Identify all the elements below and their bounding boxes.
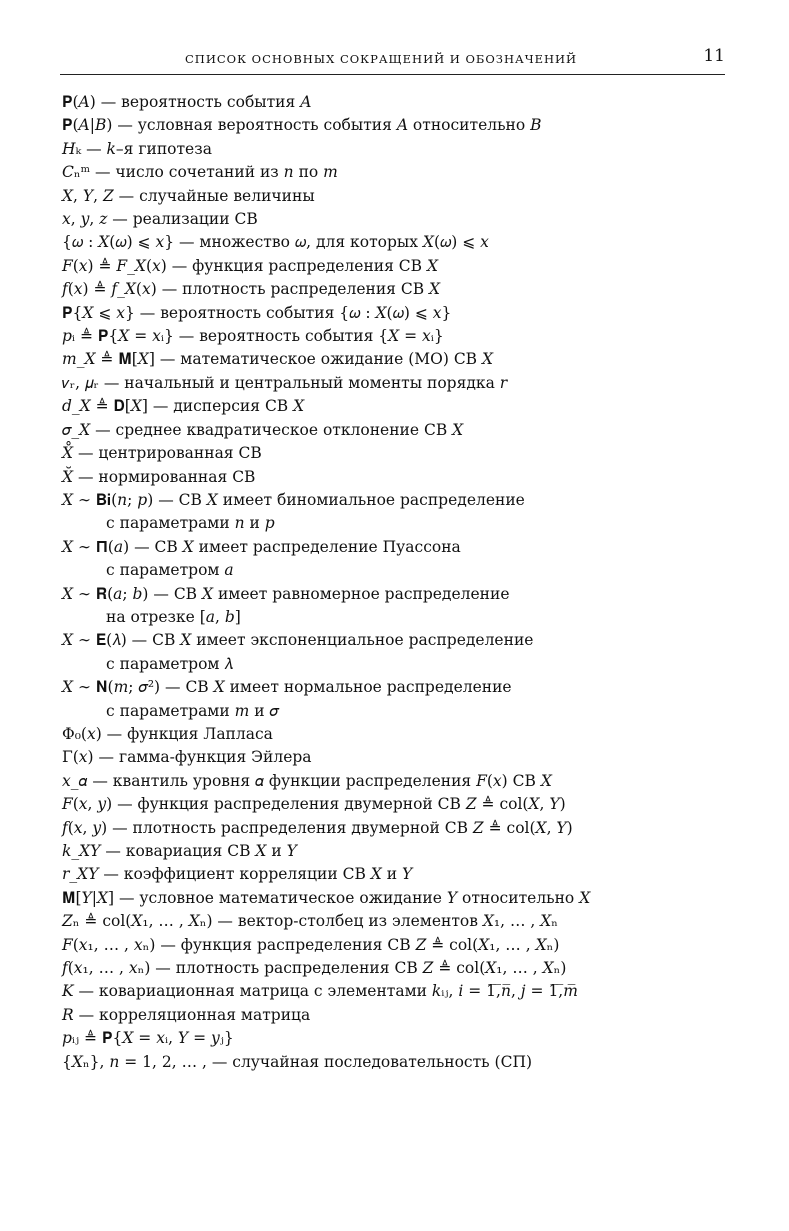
notation-entry-continuation: с параметром 𝜆 bbox=[106, 654, 233, 673]
notation-entry: 𝜎_𝑋 — среднее квадратическое отклонение СВ 𝑋 bbox=[62, 420, 464, 439]
notation-entry: 𝑅 — корреляционная матрица bbox=[62, 1005, 311, 1024]
notation-entry: Φ₀(𝑥) — функция Лапласа bbox=[62, 724, 273, 743]
page-header bbox=[60, 44, 725, 75]
notation-entry: 𝑋 ∼ 𝐍(𝑚; 𝜎²) — СВ 𝑋 имеет нормальное распределение bbox=[62, 678, 512, 697]
notation-entry: 𝑥_𝛼 — квантиль уровня 𝛼 функции распределения 𝐹(𝑥) СВ 𝑋 bbox=[62, 771, 552, 790]
notation-entry: 𝑘_𝑋𝑌 — ковариация СВ 𝑋 и 𝑌 bbox=[62, 842, 297, 860]
notation-entry: 𝐏(𝐴|𝐵) — условная вероятность события 𝐴 относительно 𝐵 bbox=[62, 116, 542, 135]
notation-entry: {𝑋ₙ}, 𝑛 = 1, 2, … , — случайная последовательность (СП) bbox=[62, 1052, 533, 1071]
notation-entry: 𝐏{𝑋 ⩽ 𝑥} — вероятность события {𝜔 : 𝑋(𝜔) ⩽ 𝑥} bbox=[62, 303, 452, 322]
notation-entry: 𝑍ₙ ≜ col(𝑋₁, … , 𝑋ₙ) — вектор-столбец из элементов 𝑋₁, … , 𝑋ₙ bbox=[62, 912, 558, 931]
notation-entry: 𝑋 ∼ 𝐁𝐢(𝑛; 𝑝) — СВ 𝑋 имеет биномиальное распределение bbox=[62, 490, 525, 509]
notation-entry: 𝑋̊ — центрированная СВ bbox=[62, 444, 262, 463]
notation-entry: 𝐹(𝑥₁, … , 𝑥ₙ) — функция распределения СВ 𝑍 ≜ col(𝑋₁, … , 𝑋ₙ) bbox=[62, 935, 560, 954]
notation-entry: 𝐹(𝑥, 𝑦) — функция распределения двумерной СВ 𝑍 ≜ col(𝑋, 𝑌) bbox=[62, 795, 566, 814]
notation-entry: 𝐶ₙᵐ — число сочетаний из 𝑛 по 𝑚 bbox=[62, 163, 338, 182]
notation-entry-continuation: с параметром 𝑎 bbox=[106, 561, 234, 580]
running-head: СПИСОК ОСНОВНЫХ СОКРАЩЕНИЙ И ОБОЗНАЧЕНИЙ bbox=[185, 52, 578, 66]
notation-entry: 𝑋 ∼ 𝐄(𝜆) — СВ 𝑋 имеет экспоненциальное распределение bbox=[62, 631, 534, 650]
notation-entry: 𝑝ᵢ ≜ 𝐏{𝑋 = 𝑥ᵢ} — вероятность события {𝑋 = 𝑥ᵢ} bbox=[62, 327, 444, 346]
notation-entry: {𝜔 : 𝑋(𝜔) ⩽ 𝑥} — множество 𝜔, для которых 𝑋(𝜔) ⩽ 𝑥 bbox=[62, 233, 489, 252]
notation-entry: 𝐌[𝑌|𝑋] — условное математическое ожидание 𝑌 относительно 𝑋 bbox=[62, 888, 591, 907]
notation-entry: 𝑋 ∼ 𝐑(𝑎; 𝑏) — СВ 𝑋 имеет равномерное распределение bbox=[62, 584, 510, 603]
notation-entry-continuation: с параметрами 𝑛 и 𝑝 bbox=[106, 514, 275, 533]
notation-entry: 𝑓(𝑥, 𝑦) — плотность распределения двумерной СВ 𝑍 ≜ col(𝑋, 𝑌) bbox=[62, 818, 573, 837]
notation-entry: Γ(𝑥) — гамма-функция Эйлера bbox=[62, 748, 312, 767]
notation-entry: 𝜈ᵣ, 𝜇ᵣ — начальный и центральный моменты порядка 𝑟 bbox=[62, 373, 508, 392]
notation-entry: 𝐹(𝑥) ≜ 𝐹_𝑋(𝑥) — функция распределения СВ 𝑋 bbox=[62, 256, 439, 275]
notation-entry: 𝑑_𝑋 ≜ 𝐃[𝑋] — дисперсия СВ 𝑋 bbox=[62, 397, 305, 416]
notation-entry: 𝑚_𝑋 ≜ 𝐌[𝑋] — математическое ожидание (МО) СВ 𝑋 bbox=[62, 350, 494, 369]
notation-entry-continuation: с параметрами 𝑚 и 𝜎 bbox=[106, 701, 279, 720]
notation-entry: 𝑋 ∼ 𝚷(𝑎) — СВ 𝑋 имеет распределение Пуассона bbox=[62, 537, 461, 556]
notation-entry: 𝑥, 𝑦, 𝑧 — реализации СВ bbox=[62, 210, 258, 229]
notation-entry: 𝑝ᵢⱼ ≜ 𝐏{𝑋 = 𝑥ᵢ, 𝑌 = 𝑦ⱼ} bbox=[62, 1029, 234, 1048]
notation-entry: 𝑋̆ — нормированная СВ bbox=[62, 467, 256, 486]
notation-entry: 𝐾 — ковариационная матрица с элементами 𝑘ᵢⱼ, 𝑖 = 1̅,̅𝑛̅, 𝑗 = 1̅,̅𝑚̅ bbox=[62, 982, 578, 1001]
notation-entry-continuation: на отрезке [𝑎, 𝑏] bbox=[106, 607, 241, 626]
page-number: 11 bbox=[703, 46, 725, 66]
notation-entry: 𝑓(𝑥) ≜ 𝑓_𝑋(𝑥) — плотность распределения СВ 𝑋 bbox=[62, 280, 441, 299]
notation-entry: 𝐏(𝐴) — вероятность события 𝐴 bbox=[62, 93, 312, 111]
notation-list bbox=[62, 91, 732, 1074]
notation-entry: 𝑓(𝑥₁, … , 𝑥ₙ) — плотность распределения СВ 𝑍 ≜ col(𝑋₁, … , 𝑋ₙ) bbox=[62, 959, 567, 978]
notation-entry: 𝑟_𝑋𝑌 — коэффициент корреляции СВ 𝑋 и 𝑌 bbox=[62, 865, 413, 884]
notation-entry: 𝐻ₖ — 𝑘–я гипотеза bbox=[62, 139, 212, 158]
notation-entry: 𝑋, 𝑌, 𝑍 — случайные величины bbox=[62, 186, 315, 205]
